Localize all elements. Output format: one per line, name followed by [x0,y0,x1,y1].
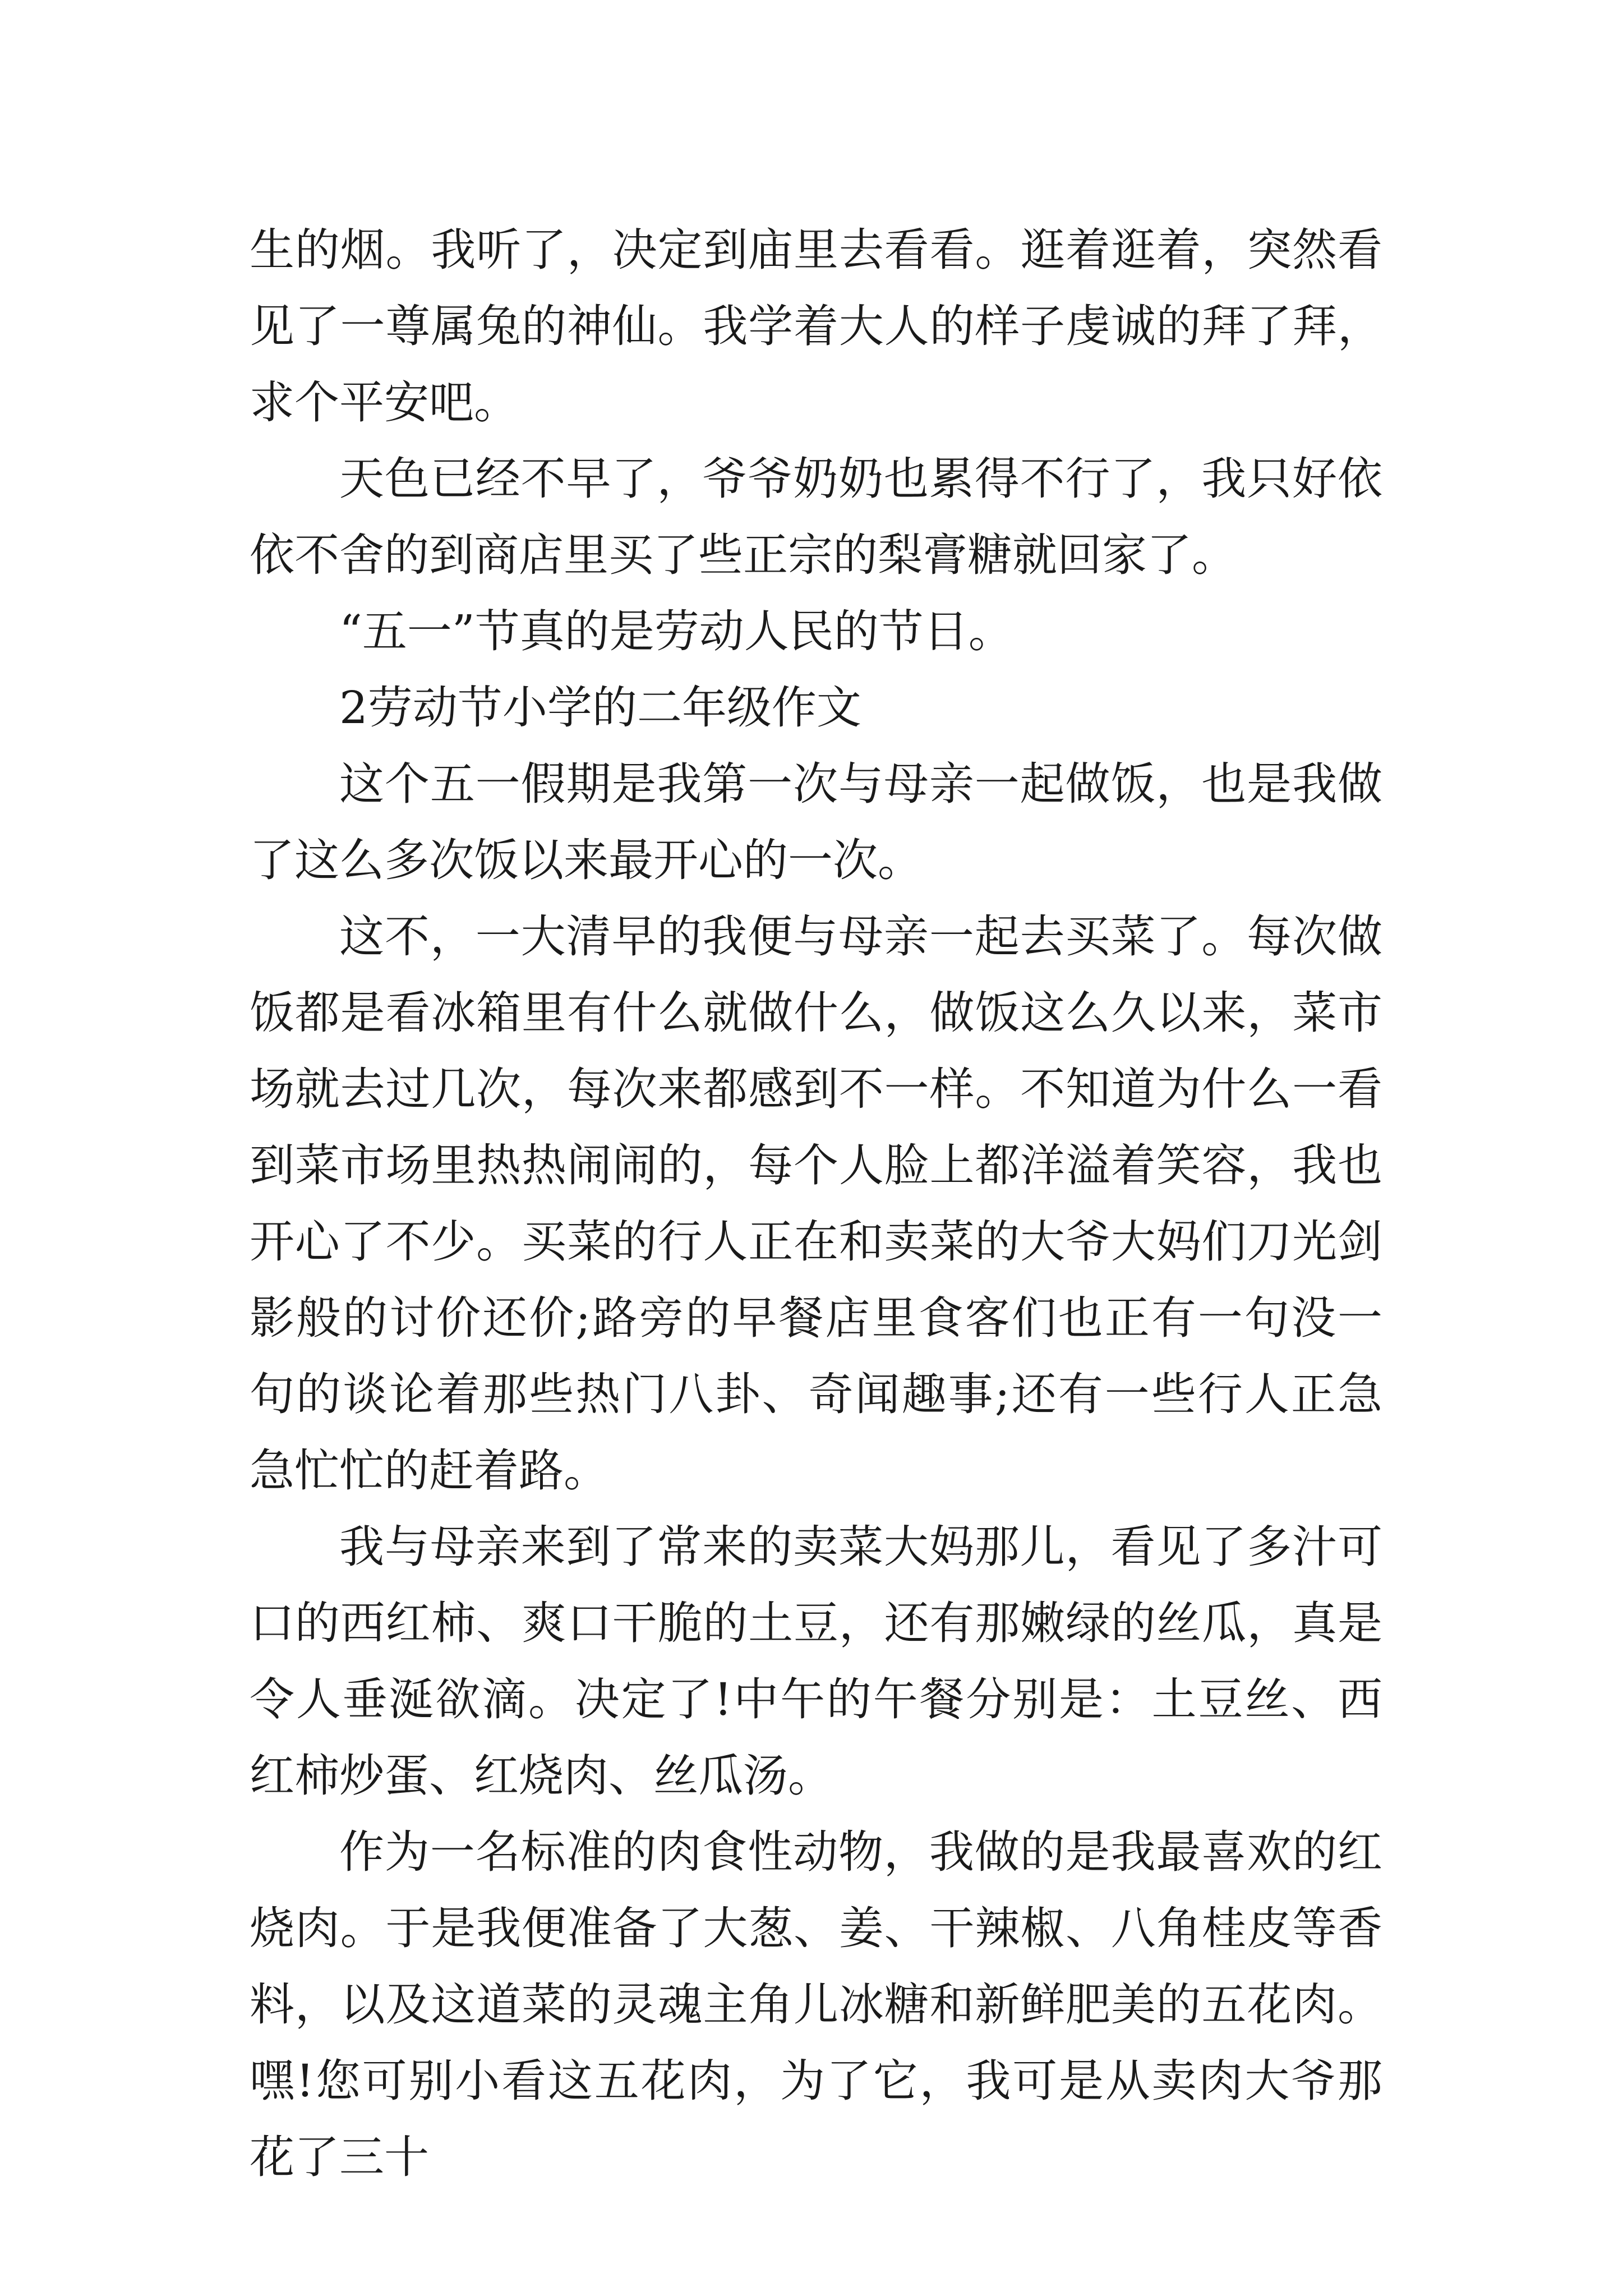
paragraph: 这不，一大清早的我便与母亲一起去买菜了。每次做饭都是看冰箱里有什么就做什么，做饭这么久以来，菜市场就去过几次，每次来都感到不一样。不知道为什么一看到菜市场里热热闹闹的，每个人脸上都洋溢着笑容，我也开心了不少。买菜的行人正在和卖菜的大爷大妈们刀光剑影般的讨价还价;路旁的早餐店里食客们也正有一句没一句的谈论着那些热门八卦、奇闻趣事;还有一些行人正急急忙忙的赶着路。 [250,910,1382,1497]
paragraph: 作为一名标准的肉食性动物，我做的是我最喜欢的红烧肉。于是我便准备了大葱、姜、干辣椒、八角桂皮等香料，以及这道菜的灵魂主角儿冰糖和新鲜肥美的五花肉。嘿!您可别小看这五花肉，为了它，我可是从卖肉大爷那花了三十 [250,1826,1382,2183]
section-heading: 2劳动节小学的二年级作文 [339,682,861,734]
paragraph: 这个五一假期是我第一次与母亲一起做饭，也是我做了这么多次饭以来最开心的一次。 [250,758,1382,886]
paragraph: “五一”节真的是劳动人民的节日。 [339,605,1013,657]
paragraph-continuation: 生的烟。我听了，决定到庙里去看看。逛着逛着，突然看见了一尊属兔的神仙。我学着大人的样子虔诚的拜了拜，求个平安吧。 [250,224,1382,429]
paragraph: 天色已经不早了，爷爷奶奶也累得不行了，我只好依依不舍的到商店里买了些正宗的梨膏糖就回家了。 [250,453,1382,581]
article-body [250,212,1382,2196]
paragraph: 我与母亲来到了常来的卖菜大妈那儿，看见了多汁可口的西红柿、爽口干脆的土豆，还有那嫩绿的丝瓜，真是令人垂涎欲滴。决定了!中午的午餐分别是：土豆丝、西红柿炒蛋、红烧肉、丝瓜汤。 [250,1521,1382,1802]
